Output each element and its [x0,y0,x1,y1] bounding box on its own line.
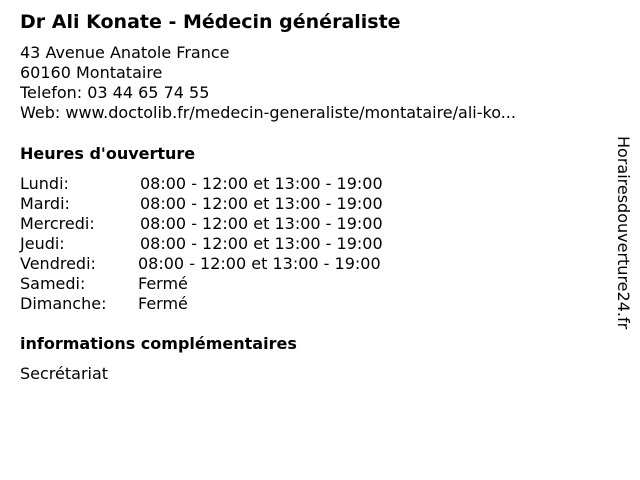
phone-number: Telefon: 03 44 65 74 55 [20,83,210,102]
address-block [20,43,516,123]
additional-info-value: Secrétariat [20,364,109,383]
day-label: Samedi: [20,274,86,293]
hours-value: 08:00 - 12:00 et 13:00 - 19:00 [140,214,383,233]
page-title: Dr Ali Konate - Médecin généraliste [20,11,401,33]
additional-info-heading: informations complémentaires [20,334,297,353]
city-postal-code: 60160 Montataire [20,63,163,82]
hours-value: 08:00 - 12:00 et 13:00 - 19:00 [140,174,383,193]
day-label: Lundi: [20,174,69,193]
website-link[interactable]: Web: www.doctolib.fr/medecin-generaliste/montataire/ali-ko... [20,103,516,122]
hours-value: 08:00 - 12:00 et 13:00 - 19:00 [140,194,383,213]
opening-hours-heading: Heures d'ouverture [20,144,196,163]
day-label: Mercredi: [20,214,95,233]
day-label: Jeudi: [20,234,65,253]
hours-value: 08:00 - 12:00 et 13:00 - 19:00 [140,234,383,253]
watermark-text: Horairesdouverture24.fr [614,136,633,330]
watermark [614,136,632,376]
street-address: 43 Avenue Anatole France [20,43,230,62]
day-label: Vendredi: [20,254,96,273]
day-label: Dimanche: [20,294,107,313]
day-label: Mardi: [20,194,70,213]
hours-value: 08:00 - 12:00 et 13:00 - 19:00 [138,254,381,273]
hours-value: Fermé [138,274,188,293]
hours-value: Fermé [138,294,188,313]
